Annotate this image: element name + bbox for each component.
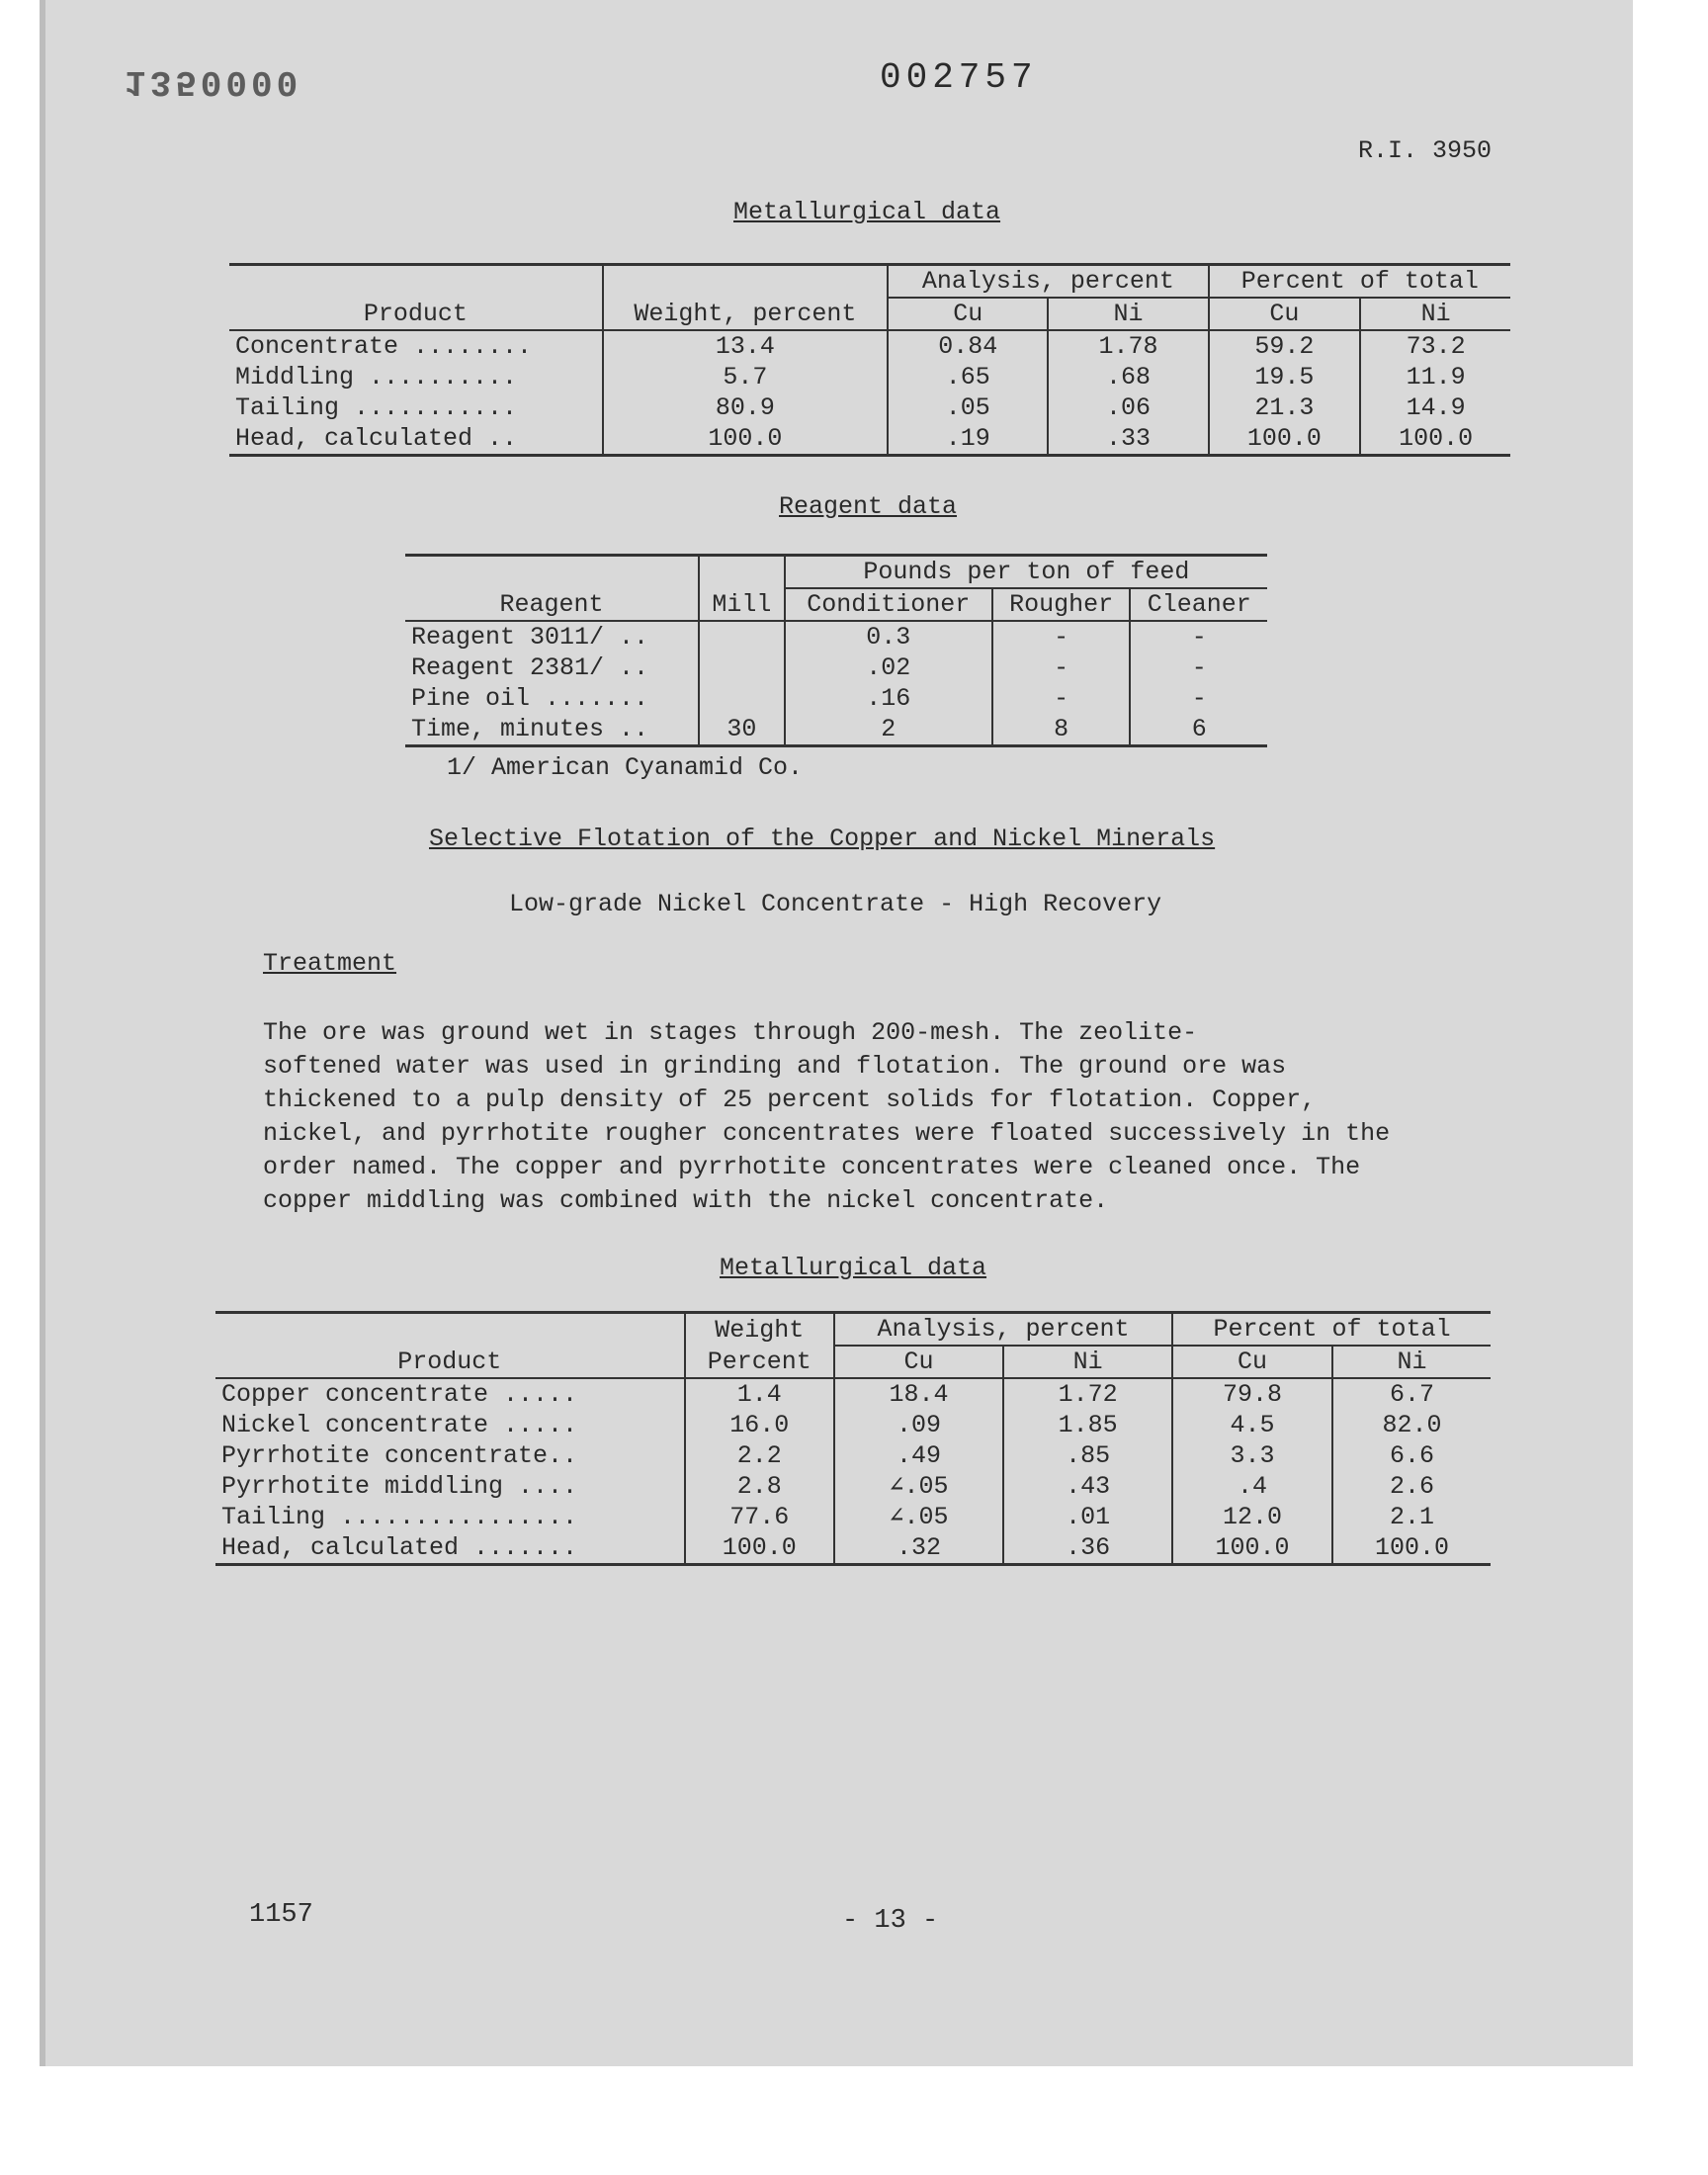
table1-cell-ni: .33 <box>1048 423 1208 456</box>
table3-cell-ni: .36 <box>1003 1532 1172 1565</box>
table1 <box>229 263 1510 457</box>
table2-cell-reagent <box>405 621 699 652</box>
table3-cell-product: Copper concentrate ..... <box>221 1380 578 1409</box>
footer-number: 1157 <box>249 1900 313 1930</box>
table1-product-header: Product <box>363 299 468 328</box>
table-row <box>405 714 1267 746</box>
leader-dots: .. <box>604 623 649 652</box>
table1-tot-cu-header: Cu <box>1209 298 1361 330</box>
table1-cell-ni: 1.78 <box>1048 330 1208 362</box>
table3-cell-product: Pyrrhotite middling .... <box>221 1472 578 1501</box>
table2-conditioner-header: Conditioner <box>785 588 992 621</box>
document-number: 002757 <box>880 57 1038 98</box>
table1-cell-ni: .06 <box>1048 392 1208 423</box>
table2-rougher-header: Rougher <box>992 588 1131 621</box>
table3-cell-weight: 77.6 <box>685 1502 834 1532</box>
table2-cell-rougher: - <box>992 683 1131 714</box>
table1-title: Metallurgical data <box>733 198 1001 226</box>
table1-ni-header: Ni <box>1048 298 1208 330</box>
table-row <box>229 362 1510 392</box>
table2-cell-mill <box>699 621 785 652</box>
page-number: - 13 - <box>842 1906 939 1936</box>
table2-cell-mill: 30 <box>699 714 785 746</box>
table2-cell-cleaner: - <box>1130 683 1267 714</box>
table-row <box>215 1471 1491 1502</box>
table3-cell-tot_ni: 82.0 <box>1332 1410 1491 1440</box>
table1-cell-tot_cu: 19.5 <box>1209 362 1361 392</box>
table2-cell-reagent <box>405 714 699 746</box>
table3-cell-product: Head, calculated ....... <box>221 1533 578 1562</box>
table-row <box>229 330 1510 362</box>
treatment-paragraph: The ore was ground wet in stages through 200-mesh. The zeolite- softened water was used in grinding and flotation. The ground ore was thickened to a pulp density of 25 percent solids for flotation. Copper, nickel, and pyrrhotite rougher concentrates were floated successively in the order named. The copper and pyrrhotite concentrates were cleaned once. The copper middling was combined with the nickel concentrate. <box>263 1018 1391 1215</box>
table3-cell-ni: .01 <box>1003 1502 1172 1532</box>
table1-cell-weight: 13.4 <box>603 330 888 362</box>
table1-cell-product: Middling .......... <box>235 363 518 392</box>
report-id: R.I. 3950 <box>1358 136 1493 165</box>
leader-dots: .. <box>604 653 649 682</box>
table3-cell-product: Nickel concentrate ..... <box>221 1411 578 1439</box>
table2 <box>405 554 1267 747</box>
table3-product-header: Product <box>397 1347 502 1376</box>
table-row <box>405 683 1267 714</box>
table3-cell-tot_cu: .4 <box>1172 1471 1332 1502</box>
table-row <box>405 621 1267 652</box>
table1-cell-product: Head, calculated .. <box>235 424 518 453</box>
table3-percent-total-header: Percent of total <box>1172 1313 1491 1347</box>
table3-cell-cu: .32 <box>834 1532 1003 1565</box>
table1-cell-weight: 100.0 <box>603 423 888 456</box>
table3-cell-cu: ∠.05 <box>834 1502 1003 1532</box>
table1-cell-weight: 5.7 <box>603 362 888 392</box>
table1-cell-ni: .68 <box>1048 362 1208 392</box>
table3-weight-header-2: Percent <box>685 1346 834 1378</box>
table1-cell-tot_ni: 73.2 <box>1360 330 1510 362</box>
table2-cell-mill <box>699 652 785 683</box>
table3-cell-weight: 100.0 <box>685 1532 834 1565</box>
table2-footnote: 1/ American Cyanamid Co. <box>447 753 804 782</box>
table3-cell-weight: 2.2 <box>685 1440 834 1471</box>
table1-cu-header: Cu <box>888 298 1048 330</box>
table3-cell-tot_cu: 4.5 <box>1172 1410 1332 1440</box>
footnote-ref: 1/ <box>574 623 605 652</box>
table2-cell-mill <box>699 683 785 714</box>
reagent-name: Pine oil ....... <box>411 684 649 713</box>
table3-cell-weight: 2.8 <box>685 1471 834 1502</box>
table3-cell-ni: .43 <box>1003 1471 1172 1502</box>
table-row <box>215 1532 1491 1565</box>
table3-cell-cu: 18.4 <box>834 1378 1003 1410</box>
table1-cell-tot_cu: 21.3 <box>1209 392 1361 423</box>
table3-analysis-header: Analysis, percent <box>834 1313 1172 1347</box>
table2-cell-reagent <box>405 683 699 714</box>
table3-cell-ni: 1.72 <box>1003 1378 1172 1410</box>
table1-weight-header: Weight, percent <box>603 298 888 330</box>
table1-cell-tot_ni: 100.0 <box>1360 423 1510 456</box>
table3-cell-tot_cu: 79.8 <box>1172 1378 1332 1410</box>
table3-cell-tot_ni: 2.1 <box>1332 1502 1491 1532</box>
table2-cell-rougher: - <box>992 621 1131 652</box>
table3-tot-ni-header: Ni <box>1332 1346 1491 1378</box>
table2-cell-conditioner: 0.3 <box>785 621 992 652</box>
table2-cell-conditioner: .16 <box>785 683 992 714</box>
table3-title: Metallurgical data <box>720 1254 987 1282</box>
table3-cell-tot_cu: 12.0 <box>1172 1502 1332 1532</box>
table1-cell-product: Tailing ........... <box>235 393 518 422</box>
table3-cell-tot_cu: 100.0 <box>1172 1532 1332 1565</box>
table2-cell-reagent <box>405 652 699 683</box>
table2-cell-cleaner: 6 <box>1130 714 1267 746</box>
section-heading: Selective Flotation of the Copper and Nickel Minerals <box>429 825 1216 853</box>
table-row <box>215 1440 1491 1471</box>
table-row <box>215 1378 1491 1410</box>
table3-cell-tot_ni: 6.7 <box>1332 1378 1491 1410</box>
table3-cell-tot_ni: 6.6 <box>1332 1440 1491 1471</box>
table1-cell-cu: .05 <box>888 392 1048 423</box>
table1-cell-tot_cu: 100.0 <box>1209 423 1361 456</box>
table3-cell-ni: 1.85 <box>1003 1410 1172 1440</box>
table-row <box>215 1410 1491 1440</box>
table3-cell-ni: .85 <box>1003 1440 1172 1471</box>
table3-cell-tot_ni: 100.0 <box>1332 1532 1491 1565</box>
table2-cell-cleaner: - <box>1130 652 1267 683</box>
table1-tot-ni-header: Ni <box>1360 298 1510 330</box>
table2-pounds-header: Pounds per ton of feed <box>785 556 1267 589</box>
treatment-label: Treatment <box>263 949 397 978</box>
table3-cell-tot_cu: 3.3 <box>1172 1440 1332 1471</box>
table2-mill-header: Mill <box>699 588 785 621</box>
table3-cell-weight: 16.0 <box>685 1410 834 1440</box>
table2-cell-cleaner: - <box>1130 621 1267 652</box>
table2-cell-rougher: 8 <box>992 714 1131 746</box>
table2-cell-conditioner: .02 <box>785 652 992 683</box>
table1-cell-product: Concentrate ........ <box>235 332 533 361</box>
table1-cell-cu: .19 <box>888 423 1048 456</box>
table3-ni-header: Ni <box>1003 1346 1172 1378</box>
table2-reagent-header: Reagent <box>499 589 604 619</box>
table-row <box>215 1502 1491 1532</box>
table-row <box>229 423 1510 456</box>
table3-tot-cu-header: Cu <box>1172 1346 1332 1378</box>
table-row <box>405 652 1267 683</box>
table1-cell-weight: 80.9 <box>603 392 888 423</box>
table1-cell-cu: 0.84 <box>888 330 1048 362</box>
table3 <box>215 1311 1491 1566</box>
reagent-name: Reagent 301 <box>411 623 575 652</box>
table3-weight-header-1: Weight <box>685 1313 834 1347</box>
table2-cell-rougher: - <box>992 652 1131 683</box>
table3-cell-weight: 1.4 <box>685 1378 834 1410</box>
table1-analysis-header: Analysis, percent <box>888 265 1209 299</box>
table3-cell-cu: .09 <box>834 1410 1003 1440</box>
reagent-name: Time, minutes .. <box>411 715 649 743</box>
table3-cell-cu: ∠.05 <box>834 1471 1003 1502</box>
table1-cell-tot_ni: 14.9 <box>1360 392 1510 423</box>
table2-cell-conditioner: 2 <box>785 714 992 746</box>
table1-cell-tot_cu: 59.2 <box>1209 330 1361 362</box>
table2-cleaner-header: Cleaner <box>1130 588 1267 621</box>
archive-stamp: 1350000 <box>125 61 302 102</box>
footnote-ref: 1/ <box>574 653 605 682</box>
table-row <box>229 392 1510 423</box>
table3-cell-product: Tailing ................ <box>221 1503 578 1531</box>
table1-cell-cu: .65 <box>888 362 1048 392</box>
table1-cell-tot_ni: 11.9 <box>1360 362 1510 392</box>
table3-cell-cu: .49 <box>834 1440 1003 1471</box>
reagent-name: Reagent 238 <box>411 653 575 682</box>
table2-title: Reagent data <box>779 492 958 521</box>
table3-cell-product: Pyrrhotite concentrate.. <box>221 1441 578 1470</box>
table1-percent-total-header: Percent of total <box>1209 265 1510 299</box>
section-subheading: Low-grade Nickel Concentrate - High Recovery <box>509 890 1162 918</box>
document-page <box>40 0 1633 2066</box>
table3-cu-header: Cu <box>834 1346 1003 1378</box>
table3-cell-tot_ni: 2.6 <box>1332 1471 1491 1502</box>
